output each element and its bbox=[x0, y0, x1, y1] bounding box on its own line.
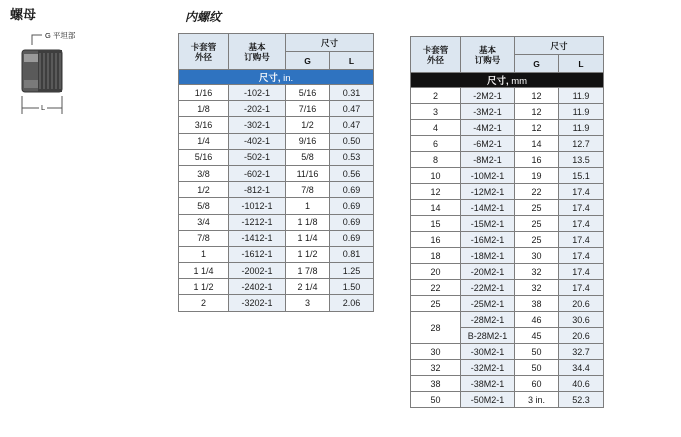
header-g: G bbox=[515, 55, 559, 73]
cell-g: 12 bbox=[515, 120, 559, 136]
cell-g: 12 bbox=[515, 104, 559, 120]
cell-tube-od: 3 bbox=[411, 104, 461, 120]
cell-l: 15.1 bbox=[559, 168, 604, 184]
cell-l: 0.47 bbox=[330, 117, 374, 133]
cell-order-number: -502-1 bbox=[229, 149, 286, 165]
cell-g: 60 bbox=[515, 376, 559, 392]
cell-l: 17.4 bbox=[559, 216, 604, 232]
cell-g: 25 bbox=[515, 216, 559, 232]
cell-l: 0.69 bbox=[330, 182, 374, 198]
header-tube-od: 卡套管 外径 bbox=[179, 34, 229, 70]
cell-l: 1.25 bbox=[330, 263, 374, 279]
cell-g: 25 bbox=[515, 200, 559, 216]
cell-l: 0.69 bbox=[330, 198, 374, 214]
cell-order-number: -302-1 bbox=[229, 117, 286, 133]
cell-tube-od: 2 bbox=[179, 295, 229, 311]
cell-l: 20.6 bbox=[559, 296, 604, 312]
cell-tube-od: 3/8 bbox=[179, 165, 229, 181]
cell-g: 2 1/4 bbox=[286, 279, 330, 295]
table-row bbox=[179, 279, 374, 295]
cell-g: 7/8 bbox=[286, 182, 330, 198]
cell-order-number: -10M2-1 bbox=[461, 168, 515, 184]
table-row bbox=[411, 392, 604, 408]
cell-order-number: -2002-1 bbox=[229, 263, 286, 279]
table-row bbox=[411, 184, 604, 200]
cell-tube-od: 10 bbox=[411, 168, 461, 184]
cell-tube-od: 16 bbox=[411, 232, 461, 248]
table-row bbox=[411, 88, 604, 104]
cell-order-number: -2402-1 bbox=[229, 279, 286, 295]
cell-order-number: -14M2-1 bbox=[461, 200, 515, 216]
table-row bbox=[411, 216, 604, 232]
table-row bbox=[179, 117, 374, 133]
cell-g: 32 bbox=[515, 264, 559, 280]
table-row bbox=[179, 230, 374, 246]
table-row bbox=[179, 85, 374, 101]
cell-order-number: -20M2-1 bbox=[461, 264, 515, 280]
cell-l: 17.4 bbox=[559, 184, 604, 200]
cell-l: 17.4 bbox=[559, 264, 604, 280]
cell-tube-od: 18 bbox=[411, 248, 461, 264]
cell-tube-od: 8 bbox=[411, 152, 461, 168]
header-order-number: 基本 订购号 bbox=[229, 34, 286, 70]
table-row bbox=[411, 232, 604, 248]
cell-g: 32 bbox=[515, 280, 559, 296]
cell-tube-od: 15 bbox=[411, 216, 461, 232]
callout-l: L bbox=[41, 103, 46, 112]
mm-dimension-table bbox=[410, 36, 604, 408]
cell-g: 1 1/4 bbox=[286, 230, 330, 246]
cell-g: 1 bbox=[286, 198, 330, 214]
cell-g: 11/16 bbox=[286, 165, 330, 181]
header-l: L bbox=[559, 55, 604, 73]
table-row bbox=[179, 101, 374, 117]
table-row bbox=[411, 136, 604, 152]
table-row bbox=[411, 312, 604, 328]
header-l: L bbox=[330, 52, 374, 70]
table-row bbox=[411, 360, 604, 376]
cell-l: 11.9 bbox=[559, 104, 604, 120]
cell-l: 0.31 bbox=[330, 85, 374, 101]
cell-order-number: -15M2-1 bbox=[461, 216, 515, 232]
cell-order-number: -12M2-1 bbox=[461, 184, 515, 200]
table-row bbox=[411, 200, 604, 216]
cell-l: 2.06 bbox=[330, 295, 374, 311]
cell-tube-od: 14 bbox=[411, 200, 461, 216]
cell-l: 17.4 bbox=[559, 200, 604, 216]
cell-tube-od: 1/4 bbox=[179, 133, 229, 149]
header-order-number: 基本 订购号 bbox=[461, 37, 515, 73]
cell-tube-od: 28 bbox=[411, 312, 461, 344]
cell-order-number: -202-1 bbox=[229, 101, 286, 117]
table-row bbox=[411, 280, 604, 296]
cell-order-number: -18M2-1 bbox=[461, 248, 515, 264]
cell-l: 11.9 bbox=[559, 120, 604, 136]
cell-order-number: -22M2-1 bbox=[461, 280, 515, 296]
cell-tube-od: 6 bbox=[411, 136, 461, 152]
table-row bbox=[179, 149, 374, 165]
cell-l: 32.7 bbox=[559, 344, 604, 360]
table-row bbox=[179, 165, 374, 181]
cell-order-number: -1212-1 bbox=[229, 214, 286, 230]
cell-l: 11.9 bbox=[559, 88, 604, 104]
cell-g: 25 bbox=[515, 232, 559, 248]
table-row bbox=[411, 264, 604, 280]
cell-l: 13.5 bbox=[559, 152, 604, 168]
cell-g: 1 7/8 bbox=[286, 263, 330, 279]
cell-g: 16 bbox=[515, 152, 559, 168]
nut-icon bbox=[22, 50, 62, 92]
cell-tube-od: 20 bbox=[411, 264, 461, 280]
page-title: 螺母 bbox=[10, 7, 37, 22]
cell-g: 46 bbox=[515, 312, 559, 328]
cell-l: 0.69 bbox=[330, 214, 374, 230]
cell-tube-od: 1/8 bbox=[179, 101, 229, 117]
cell-g: 5/16 bbox=[286, 85, 330, 101]
callout-leader-g bbox=[32, 35, 42, 45]
cell-order-number: -1412-1 bbox=[229, 230, 286, 246]
cell-order-number: -4M2-1 bbox=[461, 120, 515, 136]
cell-tube-od: 32 bbox=[411, 360, 461, 376]
table-row bbox=[179, 133, 374, 149]
cell-l: 17.4 bbox=[559, 248, 604, 264]
cell-order-number: -812-1 bbox=[229, 182, 286, 198]
cell-l: 12.7 bbox=[559, 136, 604, 152]
table-row bbox=[179, 295, 374, 311]
cell-tube-od: 5/8 bbox=[179, 198, 229, 214]
cell-l: 52.3 bbox=[559, 392, 604, 408]
cell-tube-od: 3/16 bbox=[179, 117, 229, 133]
cell-tube-od: 1/16 bbox=[179, 85, 229, 101]
cell-g: 5/8 bbox=[286, 149, 330, 165]
inch-dimension-table bbox=[178, 33, 374, 312]
cell-tube-od: 38 bbox=[411, 376, 461, 392]
table-row bbox=[411, 104, 604, 120]
cell-g: 50 bbox=[515, 360, 559, 376]
cell-l: 17.4 bbox=[559, 232, 604, 248]
cell-order-number: -3M2-1 bbox=[461, 104, 515, 120]
table-row bbox=[411, 168, 604, 184]
cell-g: 1 1/8 bbox=[286, 214, 330, 230]
cell-l: 0.56 bbox=[330, 165, 374, 181]
cell-tube-od: 2 bbox=[411, 88, 461, 104]
cell-g: 14 bbox=[515, 136, 559, 152]
header-dimensions: 尺寸 bbox=[286, 34, 374, 52]
cell-tube-od: 12 bbox=[411, 184, 461, 200]
section-subtitle: 内螺纹 bbox=[185, 10, 222, 24]
cell-tube-od: 4 bbox=[411, 120, 461, 136]
cell-tube-od: 3/4 bbox=[179, 214, 229, 230]
cell-g: 22 bbox=[515, 184, 559, 200]
unit-row-mm: 尺寸, mm bbox=[411, 73, 604, 88]
cell-order-number: -28M2-1 bbox=[461, 312, 515, 328]
table-row bbox=[411, 120, 604, 136]
cell-tube-od: 30 bbox=[411, 344, 461, 360]
table-row bbox=[411, 344, 604, 360]
cell-order-number: -38M2-1 bbox=[461, 376, 515, 392]
cell-tube-od: 1 1/4 bbox=[179, 263, 229, 279]
cell-g: 30 bbox=[515, 248, 559, 264]
cell-tube-od: 5/16 bbox=[179, 149, 229, 165]
cell-tube-od: 50 bbox=[411, 392, 461, 408]
header-tube-od: 卡套管 外径 bbox=[411, 37, 461, 73]
cell-l: 0.69 bbox=[330, 230, 374, 246]
header-dimensions: 尺寸 bbox=[515, 37, 604, 55]
cell-l: 20.6 bbox=[559, 328, 604, 344]
cell-g: 3 bbox=[286, 295, 330, 311]
callout-g-flat: G 平坦部 bbox=[45, 31, 76, 40]
cell-order-number: -50M2-1 bbox=[461, 392, 515, 408]
table-row bbox=[179, 246, 374, 262]
cell-tube-od: 25 bbox=[411, 296, 461, 312]
cell-order-number: -602-1 bbox=[229, 165, 286, 181]
cell-order-number: -16M2-1 bbox=[461, 232, 515, 248]
table-row bbox=[411, 376, 604, 392]
cell-order-number: -1612-1 bbox=[229, 246, 286, 262]
cell-g: 12 bbox=[515, 88, 559, 104]
cell-order-number: -1012-1 bbox=[229, 198, 286, 214]
cell-g: 50 bbox=[515, 344, 559, 360]
cell-tube-od: 7/8 bbox=[179, 230, 229, 246]
table-row bbox=[179, 198, 374, 214]
table-row bbox=[411, 248, 604, 264]
cell-l: 17.4 bbox=[559, 280, 604, 296]
cell-g: 1/2 bbox=[286, 117, 330, 133]
cell-order-number: -8M2-1 bbox=[461, 152, 515, 168]
cell-l: 30.6 bbox=[559, 312, 604, 328]
cell-tube-od: 22 bbox=[411, 280, 461, 296]
cell-order-number: -32M2-1 bbox=[461, 360, 515, 376]
cell-g: 19 bbox=[515, 168, 559, 184]
cell-tube-od: 1 bbox=[179, 246, 229, 262]
cell-l: 0.50 bbox=[330, 133, 374, 149]
cell-g: 3 in. bbox=[515, 392, 559, 408]
cell-order-number: -6M2-1 bbox=[461, 136, 515, 152]
cell-order-number: -402-1 bbox=[229, 133, 286, 149]
cell-l: 34.4 bbox=[559, 360, 604, 376]
cell-g: 1 1/2 bbox=[286, 246, 330, 262]
cell-tube-od: 1/2 bbox=[179, 182, 229, 198]
cell-g: 9/16 bbox=[286, 133, 330, 149]
cell-g: 38 bbox=[515, 296, 559, 312]
table-row bbox=[179, 182, 374, 198]
table-row bbox=[411, 152, 604, 168]
unit-row-inch: 尺寸, in. bbox=[179, 70, 374, 85]
cell-order-number: -2M2-1 bbox=[461, 88, 515, 104]
cell-order-number: -30M2-1 bbox=[461, 344, 515, 360]
cell-l: 0.53 bbox=[330, 149, 374, 165]
cell-order-number: -102-1 bbox=[229, 85, 286, 101]
cell-order-number: -25M2-1 bbox=[461, 296, 515, 312]
table-row bbox=[179, 214, 374, 230]
cell-g: 45 bbox=[515, 328, 559, 344]
table-row bbox=[179, 263, 374, 279]
cell-l: 40.6 bbox=[559, 376, 604, 392]
cell-l: 0.47 bbox=[330, 101, 374, 117]
cell-g: 7/16 bbox=[286, 101, 330, 117]
cell-tube-od: 1 1/2 bbox=[179, 279, 229, 295]
cell-order-number: -3202-1 bbox=[229, 295, 286, 311]
table-row bbox=[411, 296, 604, 312]
cell-order-number: B-28M2-1 bbox=[461, 328, 515, 344]
cell-l: 1.50 bbox=[330, 279, 374, 295]
header-g: G bbox=[286, 52, 330, 70]
cell-l: 0.81 bbox=[330, 246, 374, 262]
